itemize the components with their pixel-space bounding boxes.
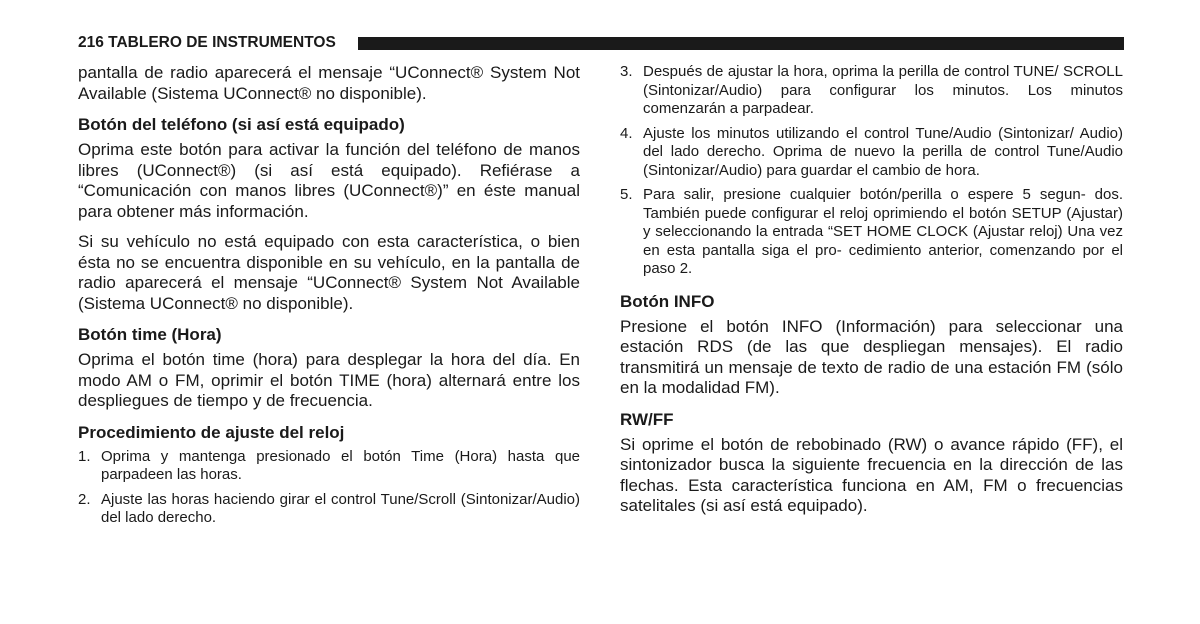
step-text: Ajuste las horas haciendo girar el control Tune/Scroll (Sintonizar/Audio) del lado derecho. — [101, 490, 580, 526]
step-number: 1. — [78, 447, 91, 465]
step-text: Oprima y mantenga presionado el botón Time (Hora) hasta que parpadeen las horas. — [101, 447, 580, 483]
clock-setting-heading: Procedimiento de ajuste del reloj — [78, 422, 345, 442]
list-item — [620, 125, 1123, 181]
step-text: Después de ajustar la hora, oprima la perilla de control TUNE/ SCROLL (Sintonizar/Audio) para configurar los minutos. Los minutos comenzarán a parpadear. — [643, 63, 1123, 117]
step-number: 4. — [620, 124, 633, 142]
rw-ff-paragraph: Si oprime el botón de rebobinado (RW) o avance rápido (FF), el sintonizador busca la siguiente frecuencia en la dirección de las flechas. Esta característica funciona en AM, FM o frecuencias satelitales (si así está equipado). — [620, 434, 1123, 515]
clock-steps-list-left — [78, 448, 580, 528]
list-item — [620, 186, 1123, 279]
page-header — [78, 33, 1124, 53]
list-item — [620, 63, 1123, 119]
phone-button-heading: Botón del teléfono (si así está equipado) — [78, 115, 405, 134]
step-number: 2. — [78, 490, 91, 508]
time-button-heading: Botón time (Hora) — [78, 325, 222, 344]
rw-ff-heading: RW/FF — [620, 409, 674, 429]
time-button-paragraph: Oprima el botón time (hora) para desplegar la hora del día. En modo AM o FM, oprimir el botón TIME (hora) alternará entre los despliegues de tiempo y de frecuencia. — [78, 350, 580, 410]
phone-button-paragraph-1: Oprima este botón para activar la función del teléfono de manos libres (UConnect®) (si así está equipado). Refiérase a “Comunicación con manos libres (UConnect®)” en éste manual para obtener más información. — [78, 140, 580, 221]
header-rule — [358, 37, 1124, 50]
step-text: Ajuste los minutos utilizando el control Tune/Audio (Sintonizar/ Audio) del lado derecho. Oprima de nuevo la perilla de control Tune/Audio (Sintonizar/Audio) para guardar el cambio de hora. — [643, 124, 1123, 179]
list-item — [78, 491, 580, 528]
step-text: Para salir, presione cualquier botón/perilla o espere 5 segun- dos. También puede configurar el reloj oprimiendo el botón SETUP (Ajustar) y seleccionando la entrada “SET HOME CLOCK (Ajustar reloj) Una vez en esta pantalla siga el pro- cedimiento anterior, comenzando por el paso 2. — [643, 186, 1123, 277]
page-header-title: 216 TABLERO DE INSTRUMENTOS — [78, 34, 336, 51]
list-item — [78, 448, 580, 485]
clock-steps-list-right — [620, 63, 1123, 279]
right-column — [620, 63, 1123, 527]
step-number: 5. — [620, 186, 633, 203]
info-button-paragraph: Presione el botón INFO (Información) para seleccionar una estación RDS (de las que despliegan mensajes). El radio transmitirá un mensaje de texto de radio de una estación FM (sólo en la modalidad FM). — [620, 316, 1123, 397]
phone-button-paragraph-2: Si su vehículo no está equipado con esta característica, o bien ésta no se encuentra disponible en su vehículo, en la pantalla de radio aparecerá el mensaje “UConnect® System Not Available (Sistema UConnect® no disponible). — [78, 232, 580, 313]
info-button-heading: Botón INFO — [620, 291, 715, 311]
step-number: 3. — [620, 63, 633, 80]
left-column — [78, 63, 580, 534]
intro-paragraph: pantalla de radio aparecerá el mensaje “UConnect® System Not Available (Sistema UConnect® no disponible). — [78, 63, 580, 103]
